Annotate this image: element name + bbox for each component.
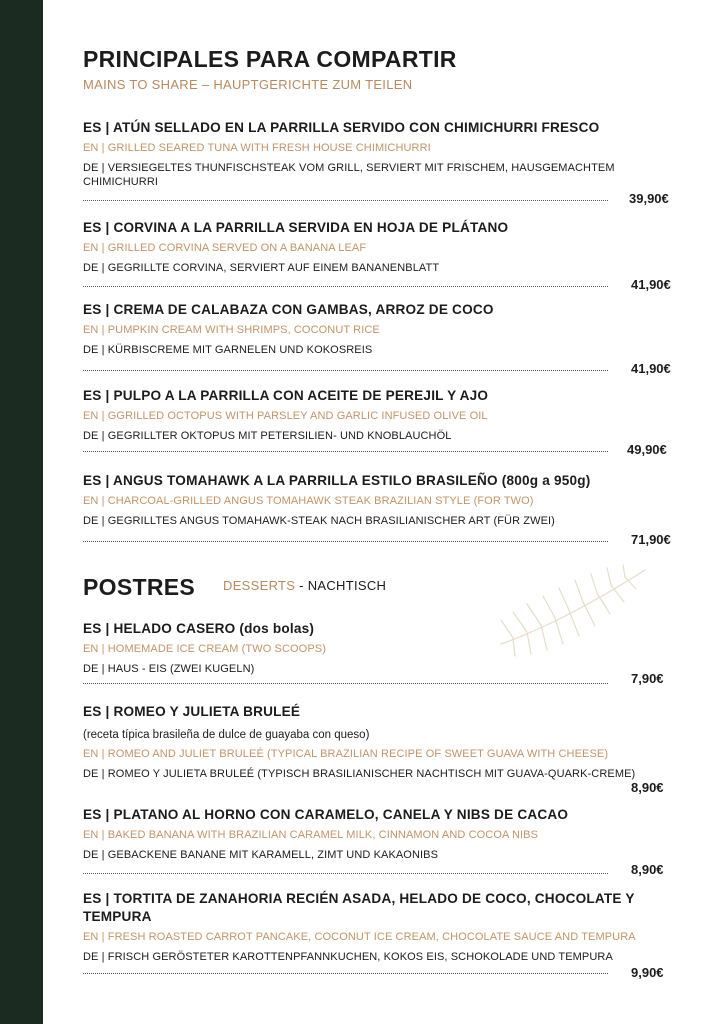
item-name-en: EN | PUMPKIN CREAM WITH SHRIMPS, COCONUT RICE	[83, 324, 380, 336]
dot-leader	[83, 541, 608, 542]
sidebar-band	[0, 0, 43, 1024]
dot-leader	[83, 370, 608, 371]
desserts-title: POSTRES	[83, 574, 196, 600]
dot-leader	[83, 683, 608, 684]
item-price: 7,90€	[631, 671, 664, 686]
item-name-es: ES | ATÚN SELLADO EN LA PARRILLA SERVIDO CON CHIMICHURRI FRESCO	[83, 120, 600, 135]
item-name-es: ES | CORVINA A LA PARRILLA SERVIDA EN HOJA DE PLÁTANO	[83, 220, 509, 235]
mains-title: PRINCIPALES PARA COMPARTIR	[83, 46, 457, 72]
item-name-es: ES | PLATANO AL HORNO CON CARAMELO, CANELA Y NIBS DE CACAO	[83, 807, 569, 822]
item-price: 71,90€	[631, 532, 671, 547]
item-name-en: EN | ROMEO AND JULIET BRULEÉ (TYPICAL BRAZILIAN RECIPE OF SWEET GUAVA WITH CHEESE)	[83, 748, 609, 760]
item-name-en: EN | BAKED BANANA WITH BRAZILIAN CARAMEL MILK, CINNAMON AND COCOA NIBS	[83, 829, 539, 841]
mains-subtitle: MAINS TO SHARE – HAUPTGERICHTE ZUM TEILEN	[83, 77, 413, 92]
desserts-subtitle	[223, 578, 386, 593]
item-name-de: DE | HAUS - EIS (ZWEI KUGELN)	[83, 663, 255, 675]
item-price: 49,90€	[627, 442, 667, 457]
item-name-en: EN | GGRILLED OCTOPUS WITH PARSLEY AND GARLIC INFUSED OLIVE OIL	[83, 410, 488, 422]
item-name-en: EN | HOMEMADE ICE CREAM (TWO SCOOPS)	[83, 643, 326, 655]
item-name-es: ES | HELADO CASERO (dos bolas)	[83, 621, 315, 636]
item-name-de: DE | GEBACKENE BANANE MIT KARAMELL, ZIMT UND KAKAONIBS	[83, 849, 439, 861]
item-price: 8,90€	[631, 780, 664, 795]
item-name-de: DE | FRISCH GERÖSTETER KAROTTENPFANNKUCHEN, KOKOS EIS, SCHOKOLADE UND TEMPURA	[83, 951, 613, 963]
item-price: 41,90€	[631, 361, 671, 376]
item-price: 8,90€	[631, 862, 664, 877]
dot-leader	[83, 873, 608, 874]
desserts-subtitle-de: NACHTISCH	[307, 578, 387, 593]
item-name-en: EN | GRILLED SEARED TUNA WITH FRESH HOUSE CHIMICHURRI	[83, 142, 431, 154]
menu-item-pumpkin-cream	[83, 301, 683, 357]
item-name-de: DE | GEGRILLTER OKTOPUS MIT PETERSILIEN- UND KNOBLAUCHÖL	[83, 430, 452, 442]
item-name-es: ES | CREMA DE CALABAZA CON GAMBAS, ARROZ DE COCO	[83, 302, 494, 317]
desserts-subtitle-en: DESSERTS	[223, 578, 296, 593]
item-note: (receta típica brasileña de dulce de guayaba con queso)	[83, 729, 370, 741]
palm-leaf-icon	[493, 562, 653, 657]
item-name-en: EN | CHARCOAL-GRILLED ANGUS TOMAHAWK STEAK BRAZILIAN STYLE (FOR TWO)	[83, 495, 534, 507]
menu-item-baked-banana	[83, 806, 683, 862]
item-name-de: DE | GEGRILLTE CORVINA, SERVIERT AUF EINEM BANANENBLATT	[83, 262, 440, 274]
dot-leader	[83, 286, 608, 287]
desserts-subtitle-separator: -	[295, 578, 308, 593]
item-name-es: ES | ANGUS TOMAHAWK A LA PARRILLA ESTILO BRASILEÑO (800g a 950g)	[83, 473, 591, 488]
item-name-es: ES | TORTITA DE ZANAHORIA RECIÉN ASADA, HELADO DE COCO, CHOCOLATE Y TEMPURA	[83, 891, 635, 924]
menu-item-carrot-pancake	[83, 890, 683, 964]
menu-item-octopus	[83, 387, 683, 443]
item-name-de: DE | VERSIEGELTES THUNFISCHSTEAK VOM GRILL, SERVIERT MIT FRISCHEM, HAUSGEMACHTEM CHIMICHURRI	[83, 162, 615, 188]
dot-leader	[83, 200, 608, 201]
item-name-es: ES | ROMEO Y JULIETA BRULEÉ	[83, 704, 301, 719]
item-name-en: EN | GRILLED CORVINA SERVED ON A BANANA LEAF	[83, 242, 367, 254]
item-name-de: DE | GEGRILLTES ANGUS TOMAHAWK-STEAK NACH BRASILIANISCHER ART (FÜR ZWEI)	[83, 515, 555, 527]
menu-item-corvina	[83, 219, 683, 275]
item-price: 41,90€	[631, 277, 671, 292]
item-name-de: DE | ROMEO Y JULIETA BRULEÉ (TYPISCH BRASILIANISCHER NACHTISCH MIT GUAVA-QUARK-CREME)	[83, 768, 636, 780]
menu-item-tomahawk	[83, 472, 683, 528]
dot-leader	[83, 451, 608, 452]
dot-leader	[83, 973, 608, 974]
item-name-de: DE | KÜRBISCREME MIT GARNELEN UND KOKOSREIS	[83, 344, 373, 356]
menu-item-romeo-julieta	[83, 703, 683, 781]
item-price: 9,90€	[631, 965, 664, 980]
item-price: 39,90€	[629, 191, 669, 206]
menu-item-tuna	[83, 119, 683, 189]
item-name-en: EN | FRESH ROASTED CARROT PANCAKE, COCONUT ICE CREAM, CHOCOLATE SAUCE AND TEMPURA	[83, 931, 636, 943]
item-name-es: ES | PULPO A LA PARRILLA CON ACEITE DE PEREJIL Y AJO	[83, 388, 489, 403]
